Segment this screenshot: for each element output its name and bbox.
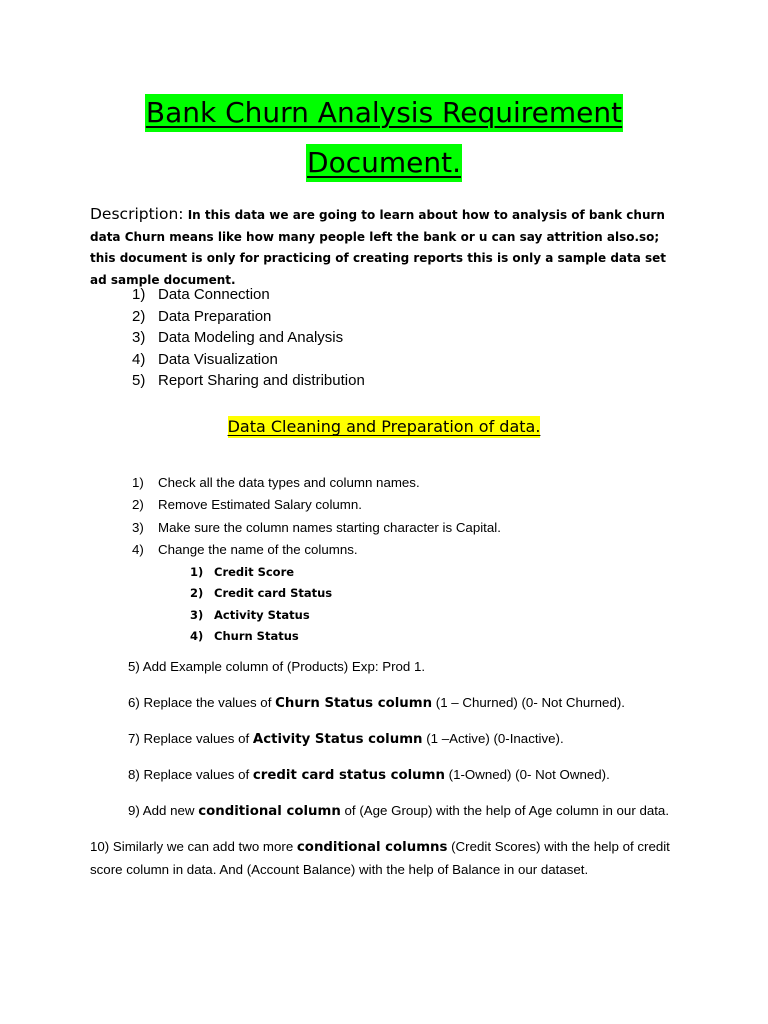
list-text: Make sure the column names starting character is Capital. [158, 519, 501, 535]
process-steps-list [132, 284, 365, 392]
list-text: Data Connection [158, 286, 270, 303]
paragraph-step-9 [128, 800, 669, 823]
list-number: 2) [132, 307, 146, 325]
paragraph-step-5 [128, 656, 425, 678]
paragraph-bold-text: credit card status column [252, 768, 445, 783]
paragraph-step-8 [128, 764, 610, 787]
list-text: Churn Status [214, 628, 299, 643]
title-line-2: Document. [306, 144, 462, 182]
paragraph-text: 7) Replace values of [128, 731, 253, 746]
list-item [190, 626, 332, 647]
list-number: 3) [190, 607, 204, 622]
section-heading-text: Data Cleaning and Preparation of data. [227, 417, 541, 436]
cleaning-steps-list [132, 472, 501, 562]
list-number: 4) [132, 350, 146, 368]
list-item [190, 583, 332, 604]
list-item [132, 517, 501, 539]
list-number: 3) [132, 329, 146, 346]
paragraph-bold-text: conditional column [198, 804, 341, 819]
list-number: 4) [132, 542, 144, 558]
title-line-1: Bank Churn Analysis Requirement [145, 94, 623, 132]
paragraph-text: 9) Add new [128, 803, 199, 818]
paragraph-bold-text: Churn Status column [275, 696, 433, 711]
paragraph-step-7 [128, 728, 564, 751]
list-number: 2) [190, 586, 204, 601]
list-text: Change the name of the columns. [158, 542, 358, 558]
section-heading [0, 416, 768, 438]
list-item [132, 327, 365, 349]
paragraph-text: 6) Replace the values of [128, 695, 276, 710]
paragraph-bold-text: Activity Status column [252, 732, 423, 747]
list-text: Credit Score [214, 565, 295, 579]
column-names-list [190, 562, 332, 647]
list-text: Activity Status [214, 607, 310, 622]
list-item [132, 472, 501, 494]
description-label: Description [90, 205, 179, 223]
list-number: 1) [132, 286, 146, 303]
list-number: 1) [132, 475, 144, 490]
paragraph-text: (Credit Scores) with the help of credit score column in data. And (Account Balance) with the help of Balance in our dataset. [90, 839, 670, 877]
list-number: 5) [132, 372, 146, 389]
paragraph-step-6 [128, 692, 625, 715]
paragraph-text: of (Age Group) with the help of Age column in our data. [340, 803, 670, 818]
description-colon: : [178, 205, 184, 223]
list-text: Credit card Status [214, 586, 333, 601]
list-text: Data Preparation [158, 307, 272, 325]
list-number: 1) [190, 565, 204, 579]
list-item [132, 539, 501, 561]
list-number: 3) [132, 519, 144, 535]
list-item [190, 605, 332, 626]
list-item [132, 306, 365, 328]
paragraph-text: (1 – Churned) (0- Not Churned). [432, 695, 625, 710]
paragraph-bold-text: conditional columns [296, 840, 448, 855]
list-item [132, 494, 501, 516]
paragraph-step-10 [90, 836, 680, 881]
description-paragraph [90, 204, 670, 291]
list-number: 4) [190, 628, 204, 643]
paragraph-text: (1 –Active) (0-Inactive). [422, 731, 564, 746]
list-item [132, 349, 365, 371]
list-item [132, 370, 365, 392]
list-item [132, 284, 365, 306]
list-text: Data Modeling and Analysis [158, 329, 344, 346]
list-item [190, 562, 332, 583]
list-text: Data Visualization [158, 350, 278, 368]
description-text: In this data we are going to learn about how to analysis of bank churn data Churn means like how many people left the bank or u can say attrition also.so; this document is only for practicing of creating reports this is only a sample data set ad sample document. [90, 208, 667, 287]
list-text: Check all the data types and column names. [158, 475, 420, 490]
list-number: 2) [132, 497, 144, 513]
paragraph-text: (1-Owned) (0- Not Owned). [444, 767, 610, 782]
list-text: Report Sharing and distribution [158, 372, 365, 389]
document-title [0, 94, 768, 182]
paragraph-text: 10) Similarly we can add two more [90, 839, 297, 854]
paragraph-text: 8) Replace values of [128, 767, 253, 782]
paragraph-text: 5) Add Example column of (Products) Exp: Prod 1. [128, 659, 426, 674]
list-text: Remove Estimated Salary column. [158, 497, 362, 513]
